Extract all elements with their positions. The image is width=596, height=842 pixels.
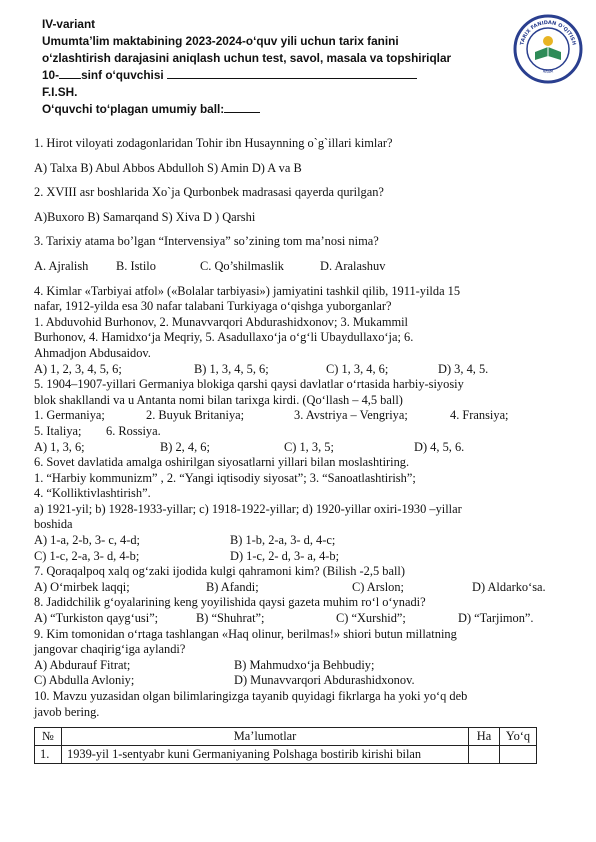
option-a: A. Ajralish — [34, 258, 89, 273]
option-b: B) 1, 3, 4, 5, 6; — [194, 361, 269, 376]
option-a: A) 1, 3, 6; — [34, 439, 85, 454]
option-b: B) “Shuhrat”; — [196, 611, 265, 626]
option-a: A) O‘mirbek laqqi; — [34, 579, 130, 594]
option-d: D) 4, 5, 6. — [414, 439, 465, 454]
item-3: 3. Avstriya – Vengriya; — [294, 408, 408, 423]
table-row — [35, 746, 537, 764]
question-9-options-row-1 — [34, 658, 564, 674]
item-5: 5. Italiya; — [34, 423, 82, 438]
score-label: O‘quvchi to‘plagan umumiy ball: — [42, 102, 225, 116]
question-3: 3. Tarixiy atama bo’lgan “Intervensiya” so’zining tom ma’nosi nima? — [34, 234, 379, 249]
question-5-options — [34, 440, 564, 456]
student-name-blank[interactable] — [167, 67, 417, 79]
row-number: 1. — [35, 746, 62, 764]
question-6-line-5: boshida — [34, 517, 73, 532]
question-6-line-1: 6. Sovet davlatida amalga oshirilgan siyosatlarni yillari bilan moslashtiring. — [34, 455, 410, 470]
item-2: 2. Buyuk Britaniya; — [146, 408, 245, 423]
question-4-line-4: Burhonov, 4. Hamidxo‘ja Meqriy, 5. Asadullaxo‘ja o‘g‘li Ubaydullaxo‘ja; 6. — [34, 330, 414, 345]
option-d: D) 3, 4, 5. — [438, 361, 489, 376]
grade-prefix: 10- — [42, 68, 60, 82]
question-4-line-3: 1. Abduvohid Burhonov, 2. Munavvarqori Abdurashidxonov; 3. Mukammil — [34, 314, 408, 329]
item-1: 1. Germaniya; — [34, 408, 105, 423]
header-number: № — [35, 728, 62, 746]
question-2: 2. XVIII asr boshlarida Xo`ja Qurbonbek madrasasi qayerda qurilgan? — [34, 185, 384, 200]
option-d: D) 1-c, 2- d, 3- a, 4-b; — [230, 548, 340, 563]
question-6-line-4: a) 1921-yil; b) 1928-1933-yillar; c) 1918-1922-yillar; d) 1920-yillar oxiri-1930 –yillar — [34, 501, 462, 516]
question-4-line-5: Ahmadjon Abdusaidov. — [34, 345, 151, 360]
question-9-options-row-2 — [34, 673, 564, 689]
question-1: 1. Hirot viloyati zodagonlaridan Tohir ibn Husaynning o`g`illari kimlar? — [34, 136, 393, 150]
header-info: Ma’lumotlar — [62, 728, 469, 746]
question-5-items-row-1 — [34, 408, 564, 424]
answer-table — [34, 727, 537, 764]
option-a: A) “Turkiston qayg‘usi”; — [34, 611, 159, 626]
header-no: Yo‘q — [500, 728, 537, 746]
question-5-items-row-2 — [34, 424, 564, 440]
option-d: D) Aldarko‘sa. — [472, 579, 546, 594]
option-a: A) Abdurauf Fitrat; — [34, 657, 131, 672]
score-blank[interactable] — [224, 101, 260, 113]
option-c: C) Abdulla Avloniy; — [34, 673, 135, 688]
title-line-1: Umumta’lim maktabining 2023-2024-o‘quv yili uchun tarix fanini — [42, 34, 399, 48]
header-yes: Ha — [469, 728, 500, 746]
worksheet-header — [42, 16, 451, 118]
question-8-options — [34, 611, 564, 627]
option-b: B) 2, 4, 6; — [160, 439, 210, 454]
logo-bottom-text: RASM — [542, 68, 554, 75]
option-a: A) 1, 2, 3, 4, 5, 6; — [34, 361, 122, 376]
question-5-line-2: blok shakllandi va u Antanta nomi bilan tarixga kirdi. (Qo‘llash – 4,5 ball) — [34, 392, 403, 407]
question-6-options-row-2 — [34, 549, 564, 565]
question-5-line-1: 5. 1904–1907-yillari Germaniya blokiga qarshi qaysi davlatlar o‘rtasida harbiy-siyosiy — [34, 377, 464, 392]
question-7-options — [34, 580, 564, 596]
option-d: D) Munavvarqori Abdurashidxonov. — [234, 673, 415, 688]
question-6-line-2: 1. “Harbiy kommunizm” , 2. “Yangi iqtisodiy siyosat”; 3. “Sanoatlashtirish”; — [34, 470, 416, 485]
question-3-options — [34, 259, 564, 275]
sun-icon — [543, 36, 553, 46]
question-6-line-3: 4. “Kolliktivlashtirish”. — [34, 486, 151, 501]
question-7: 7. Qoraqalpoq xalq og‘zaki ijodida kulgi qahramoni kim? (Bilish -2,5 ball) — [34, 564, 405, 579]
option-d: D) “Tarjimon”. — [458, 611, 534, 626]
option-c: C. Qo’shilmaslik — [200, 258, 284, 273]
question-4-line-2: nafar, 1912-yilda esa 30 nafar talabani Turkiyaga o‘qishga yuborganlar? — [34, 299, 392, 314]
row-yes-cell[interactable] — [469, 746, 500, 764]
option-c: C) 1, 3, 5; — [284, 439, 334, 454]
grade-blank[interactable] — [59, 67, 81, 79]
title-line-3 — [42, 67, 451, 84]
question-9-line-1: 9. Kim tomonidan o‘rtaga tashlangan «Haq olinur, berilmas!» shiori butun millatning — [34, 626, 457, 641]
option-b: B) Afandi; — [206, 579, 259, 594]
school-logo — [513, 14, 583, 84]
title-line-2: o‘zlashtirish darajasini aniqlash uchun test, savol, masala va topshiriqlar — [42, 51, 452, 65]
option-d: D. Aralashuv — [320, 258, 386, 273]
question-10-line-2: javob bering. — [34, 704, 100, 719]
logo-top-text: TARIX FANIDAN O‘QITISH — [519, 19, 577, 46]
option-c: C) 1-c, 2-a, 3- d, 4-b; — [34, 548, 140, 563]
question-9-line-2: jangovar chaqirig‘iga aylandi? — [34, 642, 186, 657]
variant-label: IV-variant — [42, 17, 96, 31]
row-no-cell[interactable] — [500, 746, 537, 764]
item-4: 4. Fransiya; — [450, 408, 509, 423]
question-10-line-1: 10. Mavzu yuzasidan olgan bilimlaringizga tayanib quyidagi fikrlarga ha yoki yo‘q deb — [34, 689, 468, 703]
question-1-options: A) Talxa B) Abul Abbos Abdulloh S) Amin D) A va B — [34, 160, 302, 175]
question-4-line-1: 4. Kimlar «Tarbiyai atfol» («Bolalar tarbiyasi») jamiyatini tashkil qilib, 1911-yilda 15 — [34, 283, 461, 298]
option-b: B. Istilo — [116, 258, 156, 273]
fish-label: F.I.SH. — [42, 85, 78, 99]
table-header-row — [35, 728, 537, 746]
row-statement: 1939-yil 1-sentyabr kuni Germaniyaning Polshaga bostirib kirishi bilan — [62, 746, 469, 764]
option-b: B) Mahmudxo‘ja Behbudiy; — [234, 657, 375, 672]
option-c: C) 1, 3, 4, 6; — [326, 361, 389, 376]
question-8: 8. Jadidchilik g‘oyalarining keng yoyilishida qaysi gazeta muhim ro‘l o‘ynadi? — [34, 595, 426, 610]
option-c: C) “Xurshid”; — [336, 611, 406, 626]
questions-section — [34, 136, 564, 720]
question-2-options: A)Buxoro B) Samarqand S) Xiva D ) Qarshi — [34, 209, 256, 224]
score-line — [42, 101, 451, 118]
student-label: sinf o‘quvchisi — [81, 68, 167, 82]
option-a: A) 1-a, 2-b, 3- c, 4-d; — [34, 533, 140, 548]
item-6: 6. Rossiya. — [106, 423, 161, 438]
question-6-options-row-1 — [34, 533, 564, 549]
question-4-options — [34, 362, 564, 378]
option-c: C) Arslon; — [352, 579, 404, 594]
option-b: B) 1-b, 2-a, 3- d, 4-c; — [230, 533, 336, 548]
